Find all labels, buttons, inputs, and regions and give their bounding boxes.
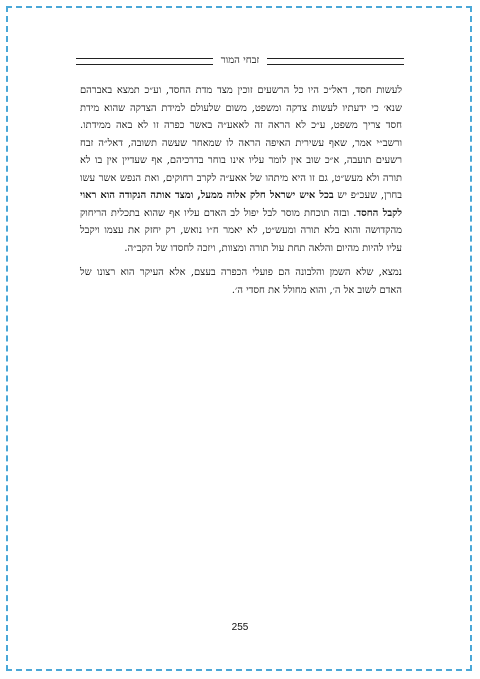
running-header [76,54,404,68]
page-number: 255 [231,622,249,633]
paragraph-1-text-b: . ובזה תוכחת מוסר לבל יפול לב האדם עליו אף שהוא בתכלית הריחוק מהקדושה והוא בלא תורה ומעש״ט, לא יאמר ח״ו נואש, רק יחזק את עצמו ויקבל עליו להיות מהיום והלאה תחת עול תורה ומצוות, ויזכה לחסדו של הקב״ה. [80,207,402,254]
paragraph-1-bold-text: בכל איש ישראל חלק אלוה ממעל, ומצד אותה הנקודה הוא ראוי לקבל החסד [80,190,402,219]
header-title: זבחי המור [220,55,260,66]
header-rule-right [267,58,404,65]
paragraph-1 [80,82,402,257]
header-rule-left [76,58,213,65]
body-text [80,82,402,299]
paragraph-1-text-a: לעשות חסד, דאל״כ היו כל הרשעים זוכין מצד מדת החסד, וע״כ תמצא באברהם שנא׳ כי ידעתיו לעשות צדקה ומשפט, משום שלעולם למידת הצדקה שהוא מידת חסד צריך משפט, ע״כ לא הראה זה לאאע״ה באשר כפרה זו לא באה ממידתו. ורשב״י אמר, שאף עשירית האיפה הראה לו שמאחר שעשה תשובה, דאל״ה זבח רשעים תועבה, א״כ שוב אין לומר עליו אינו בוחר בדרכיהם, אף שעדיין אין בו לא תורה ולא מעש״ט, גם זו היא מיתהו של אאע״ה לקרב רחוקים, ואת הנפש אשר עשו בחרן, שעכ״פ יש [80,85,402,201]
paragraph-2: נמצא, שלא השמן והלבונה הם פועלי הכפרה בעצם, אלא העיקר הוא רצונו של האדם לשוב אל ה׳, והוא מחולל את חסדי ה׳. [80,267,402,296]
